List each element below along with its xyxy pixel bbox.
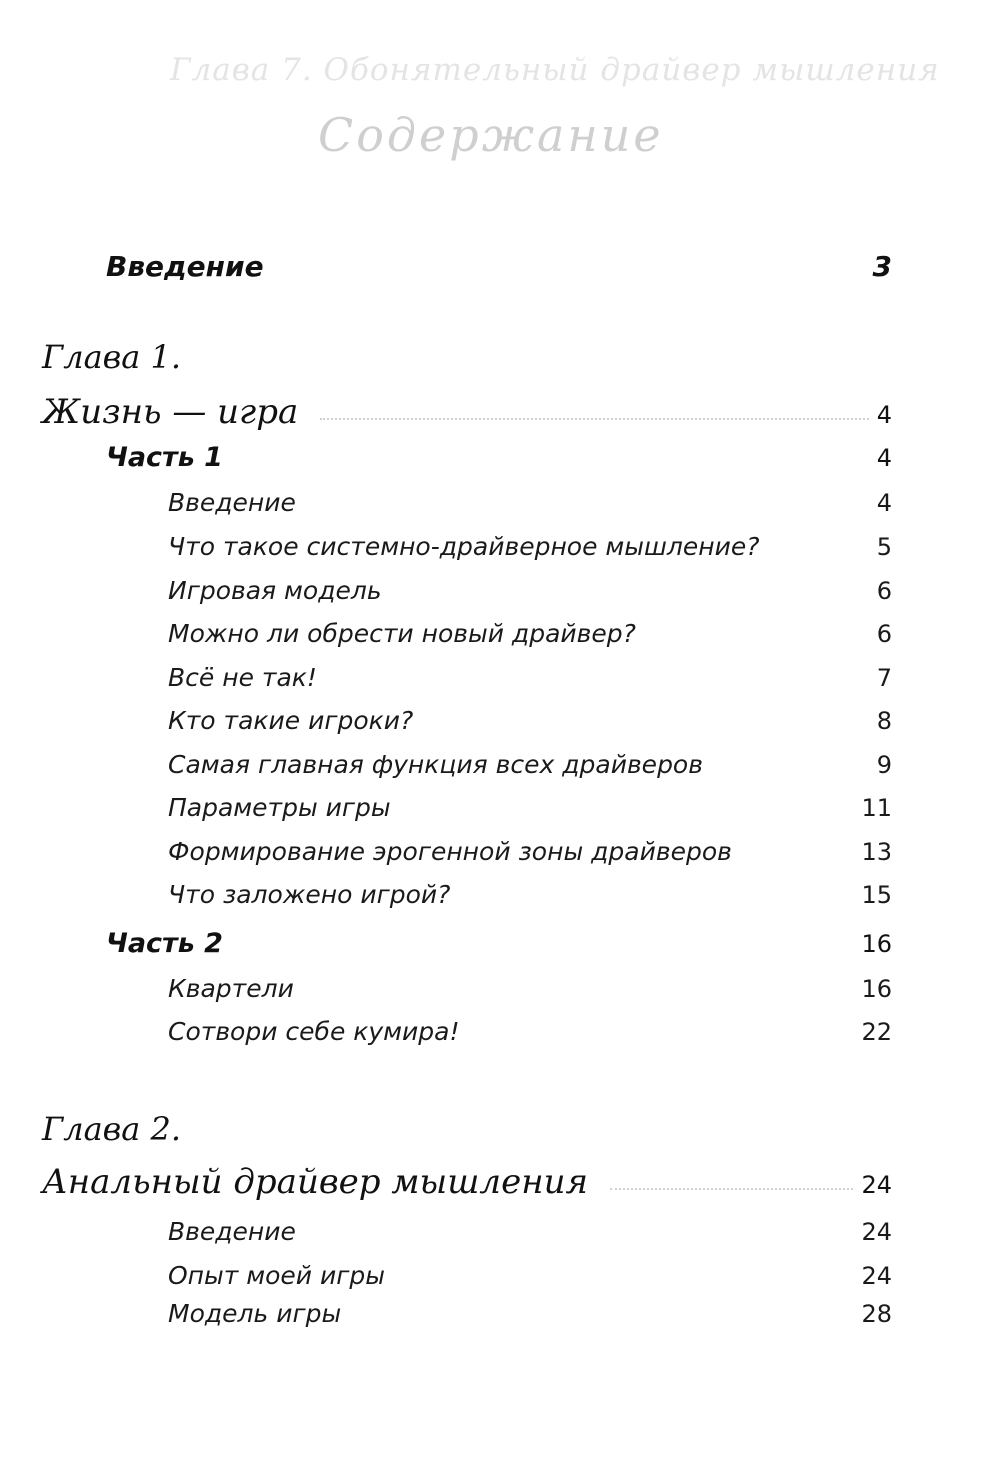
toc-page-number: 16 xyxy=(861,930,892,958)
toc-entry-label: Сотвори себе кумира! xyxy=(168,1017,460,1046)
toc-entry-label: Параметры игры xyxy=(168,793,391,822)
toc-entry-label: Введение xyxy=(168,1217,296,1246)
toc-page-number: 28 xyxy=(861,1300,892,1328)
part-title: Часть 2 xyxy=(106,928,223,959)
toc-page-number: 4 xyxy=(876,489,892,517)
dot-leader xyxy=(245,462,869,465)
dot-leader xyxy=(339,682,869,685)
chapter-title: Анальный драйвер мышления xyxy=(42,1162,588,1202)
toc-page-number: 15 xyxy=(861,881,892,909)
toc-entry[interactable] xyxy=(168,706,892,735)
dot-leader xyxy=(754,856,854,859)
dot-leader xyxy=(320,417,868,420)
dot-leader xyxy=(435,725,868,728)
toc-entry-label: Квартели xyxy=(168,974,294,1003)
toc-entry[interactable] xyxy=(168,619,892,648)
toc-page-number: 16 xyxy=(861,975,892,1003)
toc-entry-label: Формирование эрогенной зоны драйверов xyxy=(168,837,732,866)
toc-page-number: 5 xyxy=(876,533,892,561)
toc-entry[interactable] xyxy=(168,750,892,779)
dot-leader xyxy=(318,507,869,510)
dot-leader xyxy=(472,899,853,902)
dot-leader xyxy=(316,993,854,996)
toc-entry[interactable] xyxy=(168,1217,892,1246)
toc-entry[interactable] xyxy=(168,1299,892,1328)
page-title: Содержание xyxy=(318,108,664,162)
toc-page-number: 7 xyxy=(876,664,892,692)
dot-leader xyxy=(413,812,854,815)
toc-entry[interactable] xyxy=(168,1261,892,1290)
toc-entry[interactable] xyxy=(168,532,892,561)
chapter-title: Жизнь — игра xyxy=(42,392,299,432)
toc-entry-part-1[interactable] xyxy=(106,442,892,473)
toc-entry-label: Игровая модель xyxy=(168,576,382,605)
chapter-label: Глава 1. xyxy=(42,338,182,376)
toc-entry[interactable] xyxy=(168,1017,892,1046)
toc-entry-label: Введение xyxy=(168,488,296,517)
dot-leader xyxy=(407,1280,853,1283)
toc-entry-intro[interactable] xyxy=(106,250,892,283)
toc-entry-label: Что заложено игрой? xyxy=(168,880,451,909)
toc-page-number: 4 xyxy=(876,444,892,472)
toc-entry[interactable] xyxy=(168,837,892,866)
dot-leader xyxy=(318,1236,854,1239)
chapter-label: Глава 2. xyxy=(42,1110,182,1148)
toc-entry-label: Всё не так! xyxy=(168,663,317,692)
toc-entry-label: Введение xyxy=(106,250,264,283)
toc-entry-label: Кто такие игроки? xyxy=(168,706,414,735)
dot-leader xyxy=(363,1318,853,1321)
toc-page-number: 9 xyxy=(876,751,892,779)
toc-page-number: 6 xyxy=(876,620,892,648)
toc-page-number: 8 xyxy=(876,707,892,735)
toc-entry-label: Самая главная функция всех драйверов xyxy=(168,750,703,779)
toc-entry[interactable] xyxy=(168,488,892,517)
toc-page-number: 13 xyxy=(861,838,892,866)
dot-leader xyxy=(725,769,869,772)
toc-entry-label: Можно ли обрести новый драйвер? xyxy=(168,619,636,648)
toc-entry[interactable] xyxy=(168,663,892,692)
toc-entry[interactable] xyxy=(168,576,892,605)
toc-entry-chapter-2[interactable] xyxy=(42,1162,892,1202)
toc-entry-label: Опыт моей игры xyxy=(168,1261,385,1290)
toc-entry-part-2[interactable] xyxy=(106,928,892,959)
part-title: Часть 1 xyxy=(106,442,223,473)
toc-entry[interactable] xyxy=(168,974,892,1003)
dot-leader xyxy=(245,948,854,951)
toc-page-number: 24 xyxy=(861,1262,892,1290)
toc-entry[interactable] xyxy=(168,880,892,909)
dot-leader xyxy=(482,1036,854,1039)
dot-leader xyxy=(404,595,869,598)
toc-entry[interactable] xyxy=(168,793,892,822)
toc-page-number: 24 xyxy=(861,1218,892,1246)
toc-entry-chapter-1[interactable] xyxy=(42,392,892,432)
toc-page-number: 11 xyxy=(861,794,892,822)
toc-entry-label: Модель игры xyxy=(168,1299,342,1328)
toc-entry-label: Что такое системно-драйверное мышление? xyxy=(168,532,760,561)
running-head: Глава 7. Обонятельный драйвер мышления xyxy=(170,52,940,88)
dot-leader xyxy=(610,1187,853,1190)
toc-page-number: 4 xyxy=(876,401,892,429)
dot-leader xyxy=(658,638,869,641)
toc-page-number: 3 xyxy=(872,250,892,283)
toc-page-number: 22 xyxy=(861,1018,892,1046)
dot-leader xyxy=(782,551,869,554)
toc-page-number: 6 xyxy=(876,577,892,605)
toc-page-number: 24 xyxy=(861,1171,892,1199)
dot-leader xyxy=(286,271,865,274)
